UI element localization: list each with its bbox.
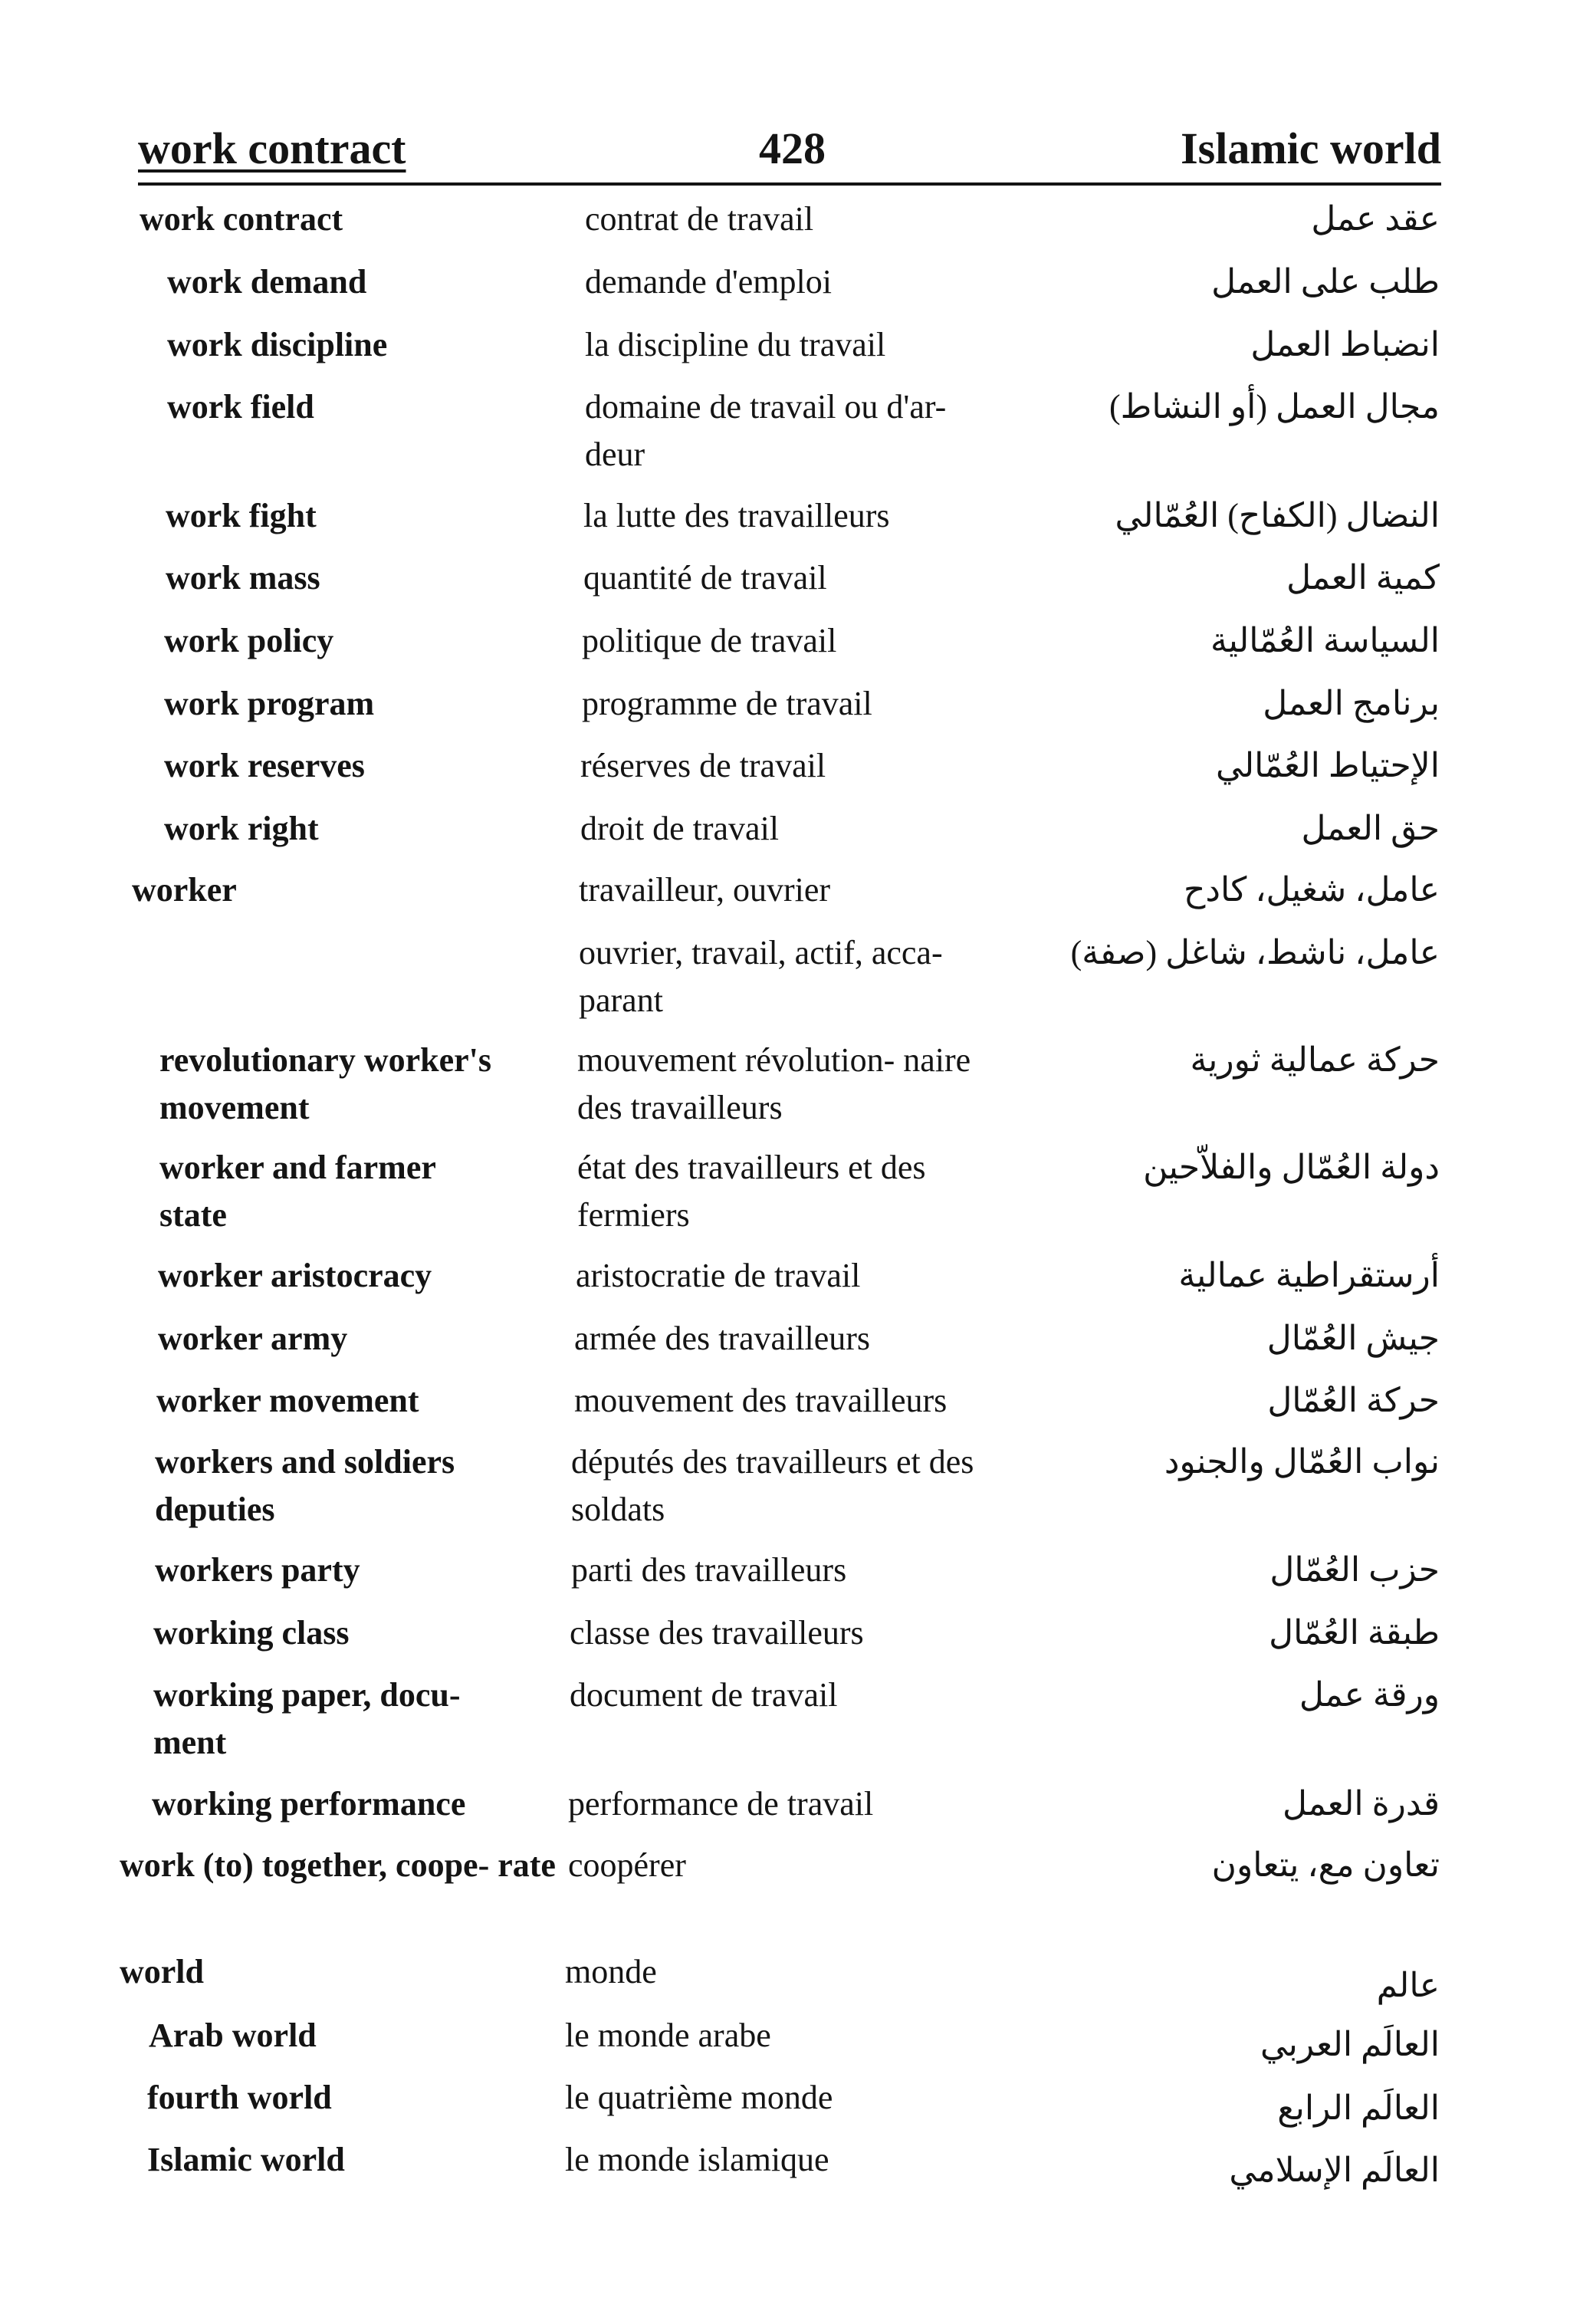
english-term: world — [120, 1953, 204, 1990]
french-translation: la lutte des travailleurs — [583, 497, 890, 534]
french-translation: réserves de travail — [580, 747, 826, 784]
arabic-translation: انضباط العمل — [1250, 326, 1440, 363]
arabic-translation: برنامج العمل — [1263, 685, 1440, 722]
english-term: work reserves — [164, 747, 365, 784]
arabic-translation: حركة العُمّال — [1267, 1382, 1440, 1419]
french-translation: le monde islamique — [565, 2141, 829, 2178]
english-term: worker aristocracy — [158, 1257, 432, 1294]
dictionary-entry — [0, 2136, 1570, 2236]
english-term: worker and farmer state — [159, 1149, 436, 1234]
english-term: Islamic world — [147, 2141, 345, 2178]
french-translation: classe des travailleurs — [570, 1614, 864, 1652]
french-translation: le monde arabe — [565, 2017, 771, 2054]
arabic-translation: دولة العُمّال والفلاّحين — [1143, 1149, 1440, 1186]
dictionary-entry — [0, 383, 1570, 483]
arabic-translation: السياسة العُمّالية — [1210, 622, 1440, 659]
english-term: worker — [132, 871, 237, 909]
french-translation: contrat de travail — [585, 200, 814, 238]
dictionary-entry — [0, 1144, 1570, 1244]
arabic-translation: جيش العُمّال — [1266, 1320, 1440, 1357]
header-first-entry: work contract — [138, 123, 406, 173]
english-term: fourth world — [147, 2079, 332, 2116]
english-term: working performance — [152, 1785, 466, 1823]
french-translation: députés des travailleurs et des soldats — [571, 1443, 974, 1528]
arabic-translation: عامل، ناشط، شاغل (صفة) — [1070, 934, 1440, 971]
dictionary-entry — [0, 1438, 1570, 1538]
french-translation: droit de travail — [580, 810, 780, 847]
arabic-translation: كمية العمل — [1286, 559, 1440, 597]
english-term: work program — [164, 685, 375, 722]
english-term: work fight — [166, 497, 317, 534]
french-translation: travailleur, ouvrier — [579, 871, 831, 909]
dictionary-entry — [0, 929, 1570, 1029]
english-term: work (to) together, coope- rate — [120, 1846, 556, 1884]
arabic-translation: العالَم العربي — [1260, 2026, 1440, 2063]
english-term: working class — [153, 1614, 350, 1652]
french-translation: parti des travailleurs — [571, 1551, 847, 1589]
arabic-translation: الإحتياط العُمّالي — [1216, 747, 1440, 784]
english-term: worker army — [158, 1320, 348, 1357]
french-translation: document de travail — [570, 1676, 838, 1714]
french-translation: monde — [565, 1953, 657, 1990]
arabic-translation: حق العمل — [1301, 810, 1440, 847]
arabic-translation: نواب العُمّال والجنود — [1164, 1443, 1440, 1481]
arabic-translation: العالَم الرابع — [1277, 2089, 1440, 2127]
english-term: work discipline — [167, 326, 388, 363]
english-term: work contract — [140, 200, 343, 238]
arabic-translation: ورقة عمل — [1299, 1676, 1440, 1714]
english-term: work demand — [167, 263, 367, 301]
french-translation: mouvement des travailleurs — [574, 1382, 948, 1419]
french-translation: mouvement révolution- naire des travailleurs — [577, 1041, 971, 1126]
arabic-translation: أرستقراطية عمالية — [1178, 1257, 1440, 1294]
arabic-translation: طبقة العُمّال — [1269, 1614, 1440, 1652]
french-translation: la discipline du travail — [585, 326, 886, 363]
french-translation: aristocratie de travail — [576, 1257, 861, 1294]
french-translation: quantité de travail — [583, 559, 827, 597]
arabic-translation: طلب على العمل — [1211, 263, 1440, 301]
page-number: 428 — [759, 123, 826, 173]
english-term: work mass — [166, 559, 320, 597]
english-term: work policy — [164, 622, 334, 659]
english-term: Arab world — [149, 2017, 317, 2054]
arabic-translation: تعاون مع، يتعاون — [1211, 1846, 1440, 1884]
header-last-entry: Islamic world — [1181, 123, 1441, 173]
english-term: worker movement — [156, 1382, 419, 1419]
dictionary-entry — [0, 1037, 1570, 1136]
arabic-translation: عامل، شغيل، كادح — [1184, 871, 1440, 909]
arabic-translation: النضال (الكفاح) العُمّالي — [1115, 497, 1440, 534]
arabic-translation: حزب العُمّال — [1269, 1551, 1440, 1589]
english-term: work right — [164, 810, 319, 847]
dictionary-entry — [0, 1842, 1570, 1941]
french-translation: ouvrier, travail, actif, acca- parant — [579, 934, 943, 1019]
french-translation: politique de travail — [582, 622, 837, 659]
english-term: revolutionary worker's movement — [159, 1041, 492, 1126]
french-translation: état des travailleurs et des fermiers — [577, 1149, 926, 1234]
french-translation: demande d'emploi — [585, 263, 832, 301]
french-translation: armée des travailleurs — [574, 1320, 871, 1357]
french-translation: performance de travail — [568, 1785, 874, 1823]
arabic-translation: عقد عمل — [1311, 200, 1440, 238]
english-term: workers and soldiers deputies — [155, 1443, 455, 1528]
english-term: working paper, docu- ment — [153, 1676, 461, 1761]
english-term: work field — [167, 388, 314, 426]
dictionary-entry — [0, 1672, 1570, 1771]
arabic-translation: حركة عمالية ثورية — [1190, 1041, 1440, 1079]
french-translation: coopérer — [568, 1846, 686, 1884]
arabic-translation: العالَم الإسلامي — [1229, 2151, 1440, 2189]
french-translation: domaine de travail ou d'ar- deur — [585, 388, 947, 473]
french-translation: programme de travail — [582, 685, 872, 722]
arabic-translation: مجال العمل (أو النشاط) — [1109, 388, 1440, 426]
english-term: workers party — [155, 1551, 360, 1589]
french-translation: le quatrième monde — [565, 2079, 833, 2116]
arabic-translation: قدرة العمل — [1282, 1785, 1440, 1823]
arabic-translation: عالم — [1376, 1967, 1440, 2004]
